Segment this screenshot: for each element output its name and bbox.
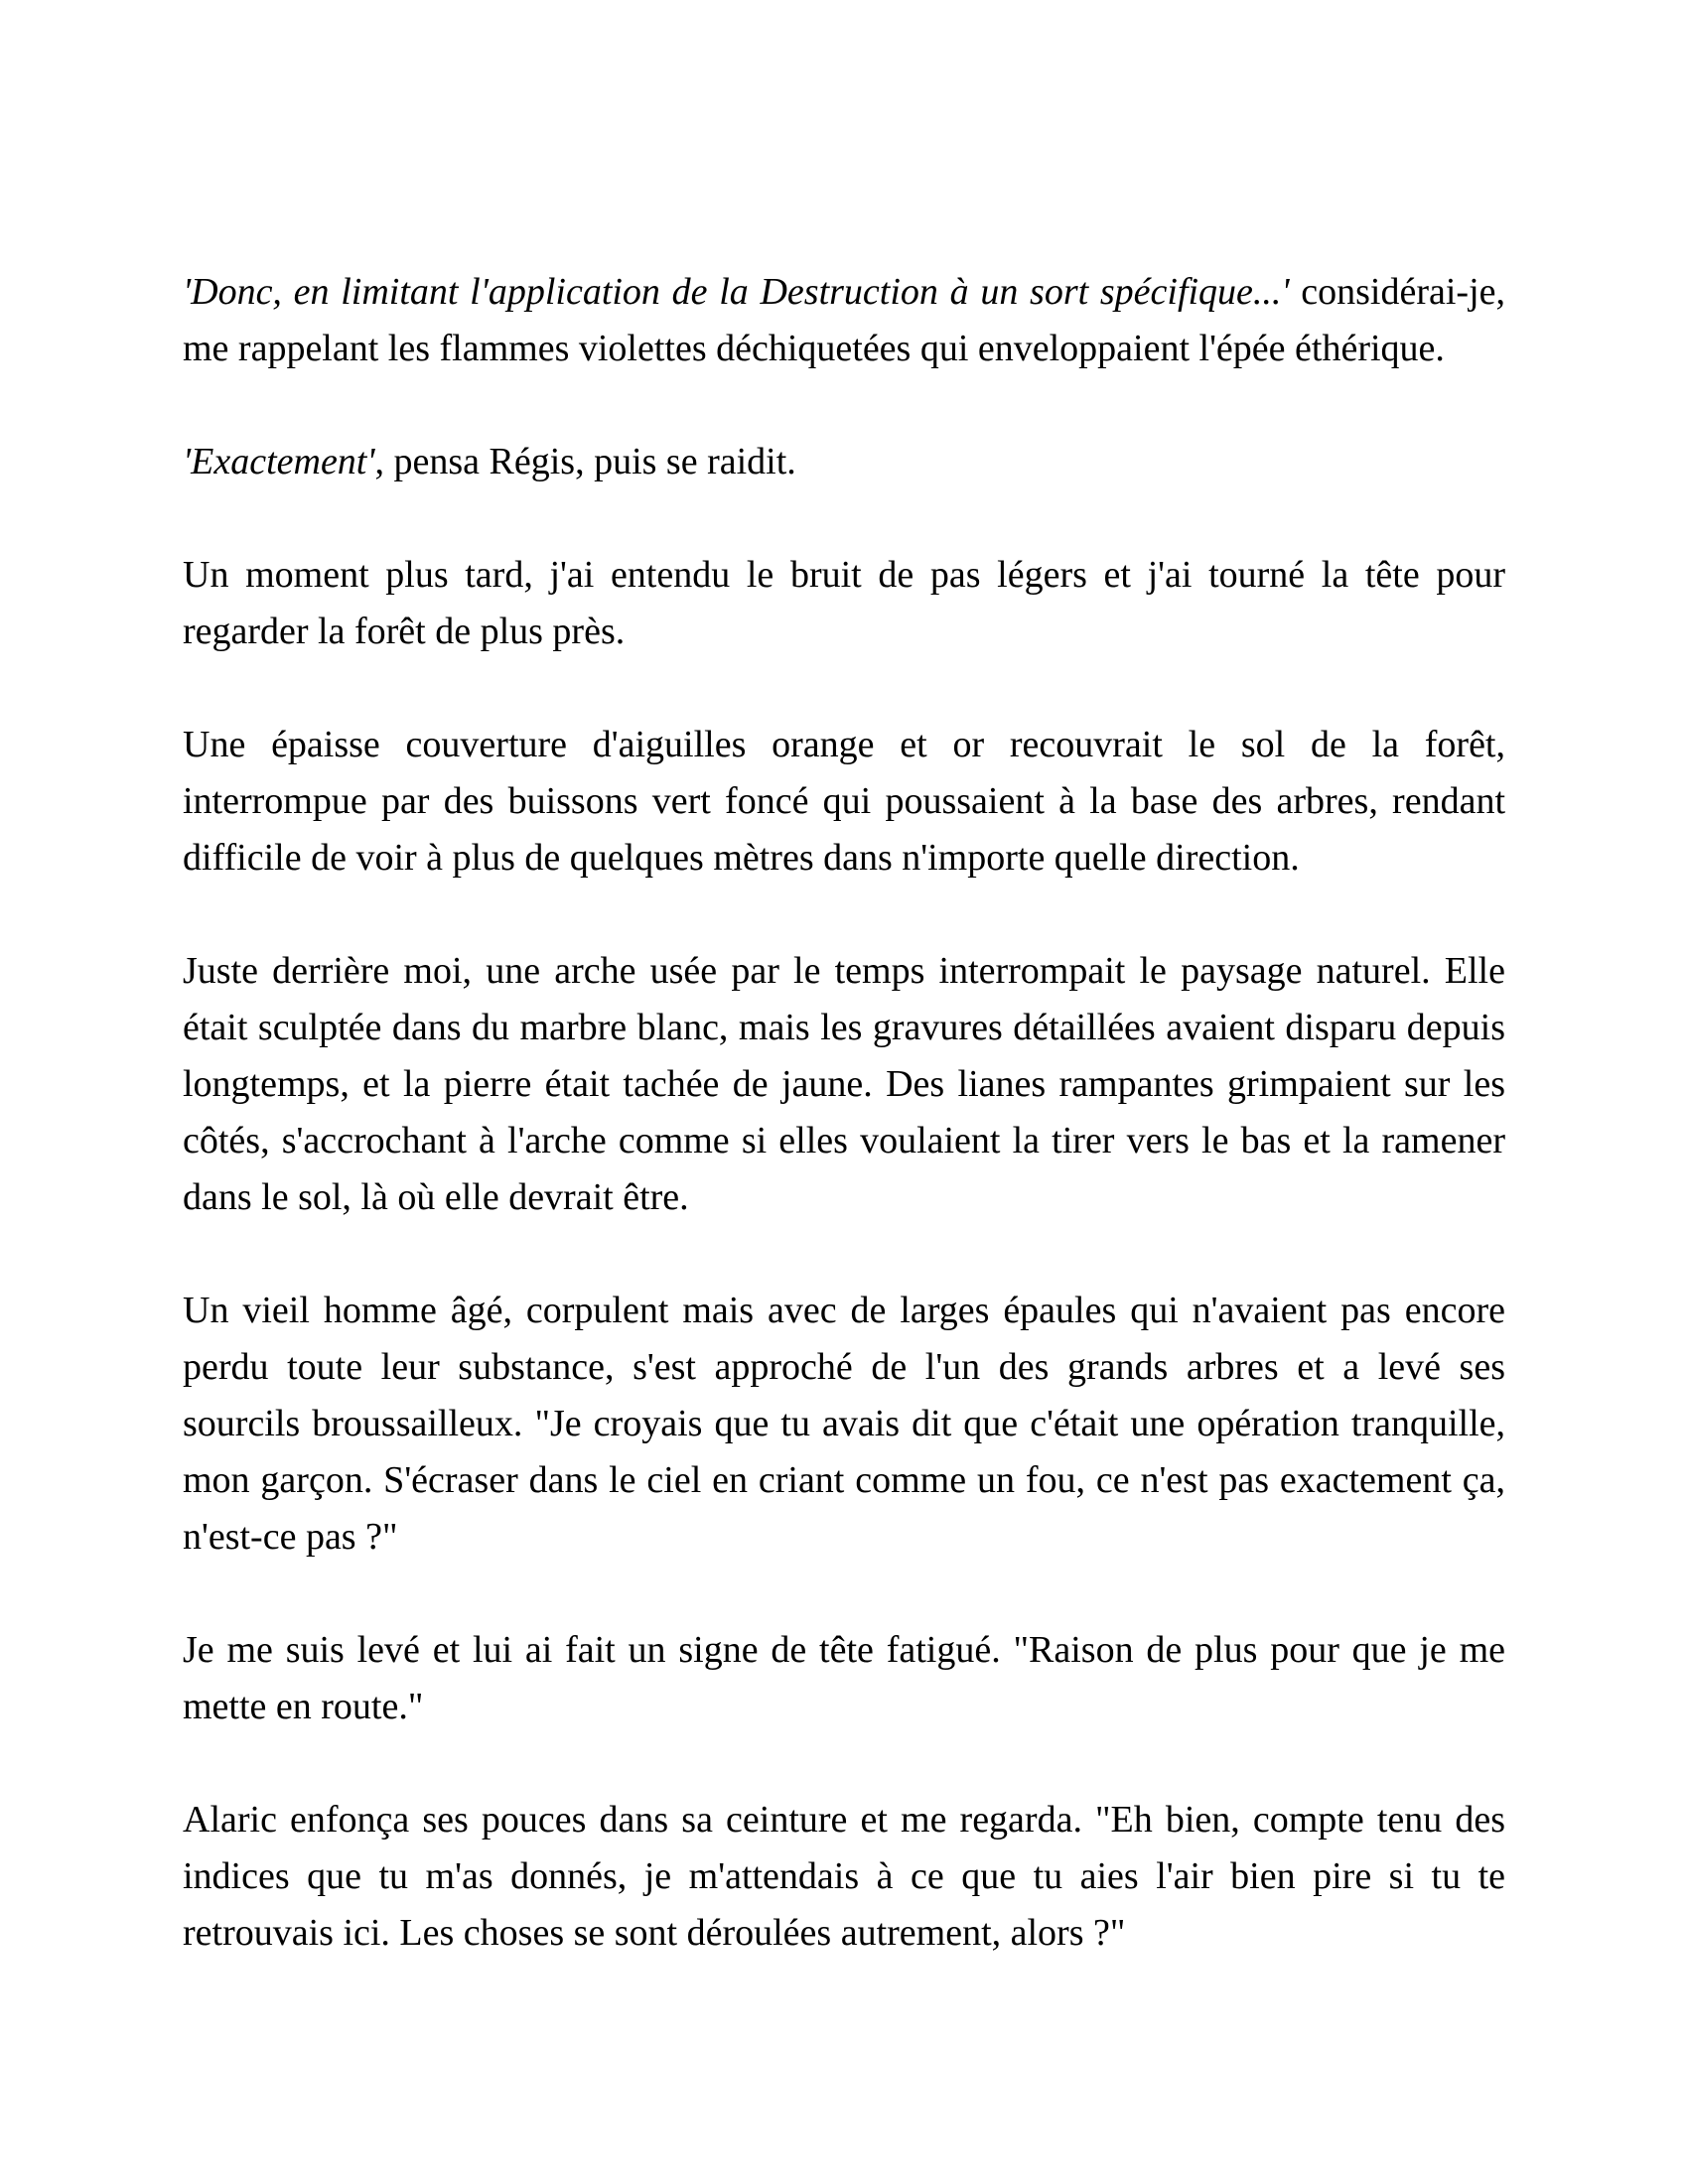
paragraph-text-italic: 'Exactement' [183,441,375,482]
paragraph-text: Un vieil homme âgé, corpulent mais avec de larges épaules qui n'avaient pas encore perdu toute leur substance, s'est approché de l'un des grands arbres et a levé ses sourcils broussailleux. "Je croyais que tu avais dit que c'était une opération tranquille, mon garçon. S'écraser dans le ciel en criant comme un fou, ce n'est pas exactement ça, n'est-ce pas ?" [183,1290,1505,1558]
paragraph-text: Alaric enfonça ses pouces dans sa ceinture et me regarda. "Eh bien, compte tenu des indices que tu m'as donnés, je m'attendais à ce que tu aies l'air bien pire si tu te retrouvais ici. Les choses se sont déroulées autrement, alors ?" [183,1799,1505,1954]
paragraph [183,943,1505,1226]
paragraph [183,1622,1505,1735]
paragraph-text: Juste derrière moi, une arche usée par le temps interrompait le paysage naturel. Elle était sculptée dans du marbre blanc, mais les gravures détaillées avaient disparu depuis longtemps, et la pierre était tachée de jaune. Des lianes rampantes grimpaient sur les côtés, s'accrochant à l'arche comme si elles voulaient la tirer vers le bas et la ramener dans le sol, là où elle devrait être. [183,950,1505,1218]
paragraph [183,1283,1505,1566]
paragraph-text: Une épaisse couverture d'aiguilles orange et or recouvrait le sol de la forêt, interrompue par des buissons vert foncé qui poussaient à la base des arbres, rendant difficile de voir à plus de quelques mètres dans n'importe quelle direction. [183,724,1505,879]
paragraph [183,1792,1505,1962]
paragraph-text: Je me suis levé et lui ai fait un signe de tête fatigué. "Raison de plus pour que je me mette en route." [183,1629,1505,1727]
paragraph [183,547,1505,660]
paragraph-text: Un moment plus tard, j'ai entendu le bruit de pas légers et j'ai tourné la tête pour regarder la forêt de plus près. [183,554,1505,652]
paragraph [183,434,1505,490]
paragraph [183,264,1505,377]
paragraph-text: , pensa Régis, puis se raidit. [374,441,796,482]
paragraph-text: considérai-je, me rappelant les flammes violettes déchiquetées qui enveloppaient l'épée éthérique. [183,271,1506,369]
text-block [183,264,1505,2018]
paragraph-text-italic: 'Donc, en limitant l'application de la Destruction à un sort spécifique...' [183,271,1290,313]
paragraph [183,717,1505,887]
